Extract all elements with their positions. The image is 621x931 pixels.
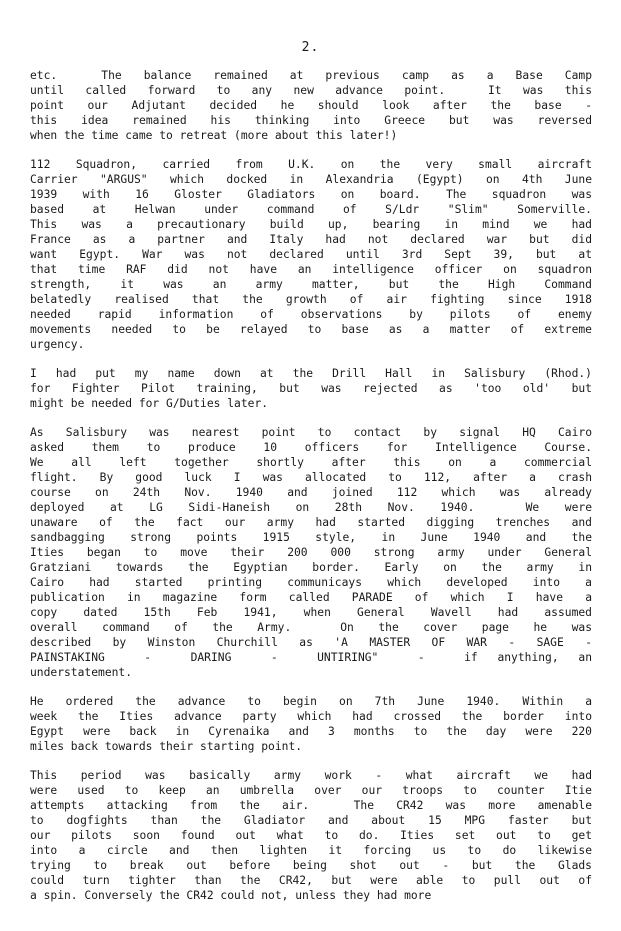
text-line: based at Helwan under command of S/Ldr "Slim" Somerville. [30, 203, 592, 216]
body-text [30, 68, 592, 917]
text-line: until called forward to any new advance point. It was this [30, 84, 592, 97]
text-line: our pilots soon found out what to do. Ities set out to get [30, 829, 592, 842]
text-line: asked them to produce 10 officers for Intelligence Course. [30, 441, 592, 454]
text-line: Cairo had started printing communicays which developed into a [30, 576, 592, 589]
text-line: sandbagging strong points 1915 style, in June 1940 and the [30, 531, 592, 544]
text-line: copy dated 15th Feb 1941, when General Wavell had assumed [30, 606, 592, 619]
text-line: this idea remained his thinking into Greece but was reversed [30, 114, 592, 127]
text-line: understatement. [30, 666, 133, 679]
text-line: Egypt were back in Cyrenaika and 3 months to the day were 220 [30, 725, 592, 738]
text-line: PAINSTAKING - DARING - UNTIRING" - if anything, an [30, 651, 592, 664]
text-line: needed rapid information of observations by pilots of enemy [30, 308, 592, 321]
text-line: could turn tighter than the CR42, but were able to pull out of [30, 874, 592, 887]
text-line: trying to break out before being shot out - but the Glads [30, 859, 592, 872]
paragraph-1 [30, 68, 592, 143]
text-line: described by Winston Churchill as 'A MASTER OF WAR - SAGE - [30, 636, 592, 649]
text-line: point our Adjutant decided he should look after the base - [30, 99, 592, 112]
text-line: Ities began to move their 200 000 strong army under General [30, 546, 592, 559]
text-line: overall command of the Army. On the cover page he was [30, 621, 592, 634]
text-line: course on 24th Nov. 1940 and joined 112 which was already [30, 486, 592, 499]
text-line: deployed at LG Sidi-Haneish on 28th Nov. 1940. We were [30, 501, 592, 514]
text-line: want Egypt. War was not declared until 3rd Sept 39, but at [30, 248, 592, 261]
text-line: movements needed to be relayed to base as a matter of extreme [30, 323, 592, 336]
text-line: This was a precautionary build up, bearing in mind we had [30, 218, 592, 231]
text-line: He ordered the advance to begin on 7th June 1940. Within a [30, 695, 592, 708]
text-line: for Fighter Pilot training, but was rejected as 'too old' but [30, 382, 592, 395]
text-line: unaware of the fact our army had started digging trenches and [30, 516, 592, 529]
text-line: As Salisbury was nearest point to contact by signal HQ Cairo [30, 426, 592, 439]
text-line: attempts attacking from the air. The CR42 was more amenable [30, 799, 592, 812]
text-line: to dogfights than the Gladiator and about 15 MPG faster but [30, 814, 592, 827]
text-line: Gratziani towards the Egyptian border. Early on the army in [30, 561, 592, 574]
text-line: We all left together shortly after this on a commercial [30, 456, 592, 469]
text-line: etc. The balance remained at previous camp as a Base Camp [30, 69, 592, 82]
text-line: might be needed for G/Duties later. [30, 397, 269, 410]
text-line: strength, it was an army matter, but the High Command [30, 278, 592, 291]
text-line: 1939 with 16 Gloster Gladiators on board. The squadron was [30, 188, 592, 201]
text-line: when the time came to retreat (more about this later!) [30, 129, 398, 142]
text-line: were used to keep an umbrella over our troops to counter Itie [30, 784, 592, 797]
paragraph-2 [30, 157, 592, 352]
paragraph-4 [30, 425, 592, 680]
text-line: belatedly realised that the growth of air fighting since 1918 [30, 293, 592, 306]
text-line: urgency. [30, 338, 85, 351]
text-line: week the Ities advance party which had crossed the border into [30, 710, 592, 723]
page-number: 2. [301, 40, 320, 55]
text-line: flight. By good luck I was allocated to 112, after a crash [30, 471, 592, 484]
paragraph-3 [30, 366, 592, 411]
text-line: into a circle and then lighten it forcing us to do likewise [30, 844, 592, 857]
text-line: miles back towards their starting point. [30, 740, 303, 753]
text-line: a spin. Conversely the CR42 could not, unless they had more [30, 889, 432, 902]
text-line: Carrier "ARGUS" which docked in Alexandria (Egypt) on 4th June [30, 173, 592, 186]
text-line: 112 Squadron, carried from U.K. on the very small aircraft [30, 158, 592, 171]
paragraph-6 [30, 768, 592, 903]
text-line: publication in magazine form called PARADE of which I have a [30, 591, 592, 604]
text-line: France as a partner and Italy had not declared war but did [30, 233, 592, 246]
paragraph-5 [30, 694, 592, 754]
text-line: I had put my name down at the Drill Hall in Salisbury (Rhod.) [30, 367, 592, 380]
text-line: that time RAF did not have an intelligence officer on squadron [30, 263, 592, 276]
text-line: This period was basically army work - what aircraft we had [30, 769, 592, 782]
